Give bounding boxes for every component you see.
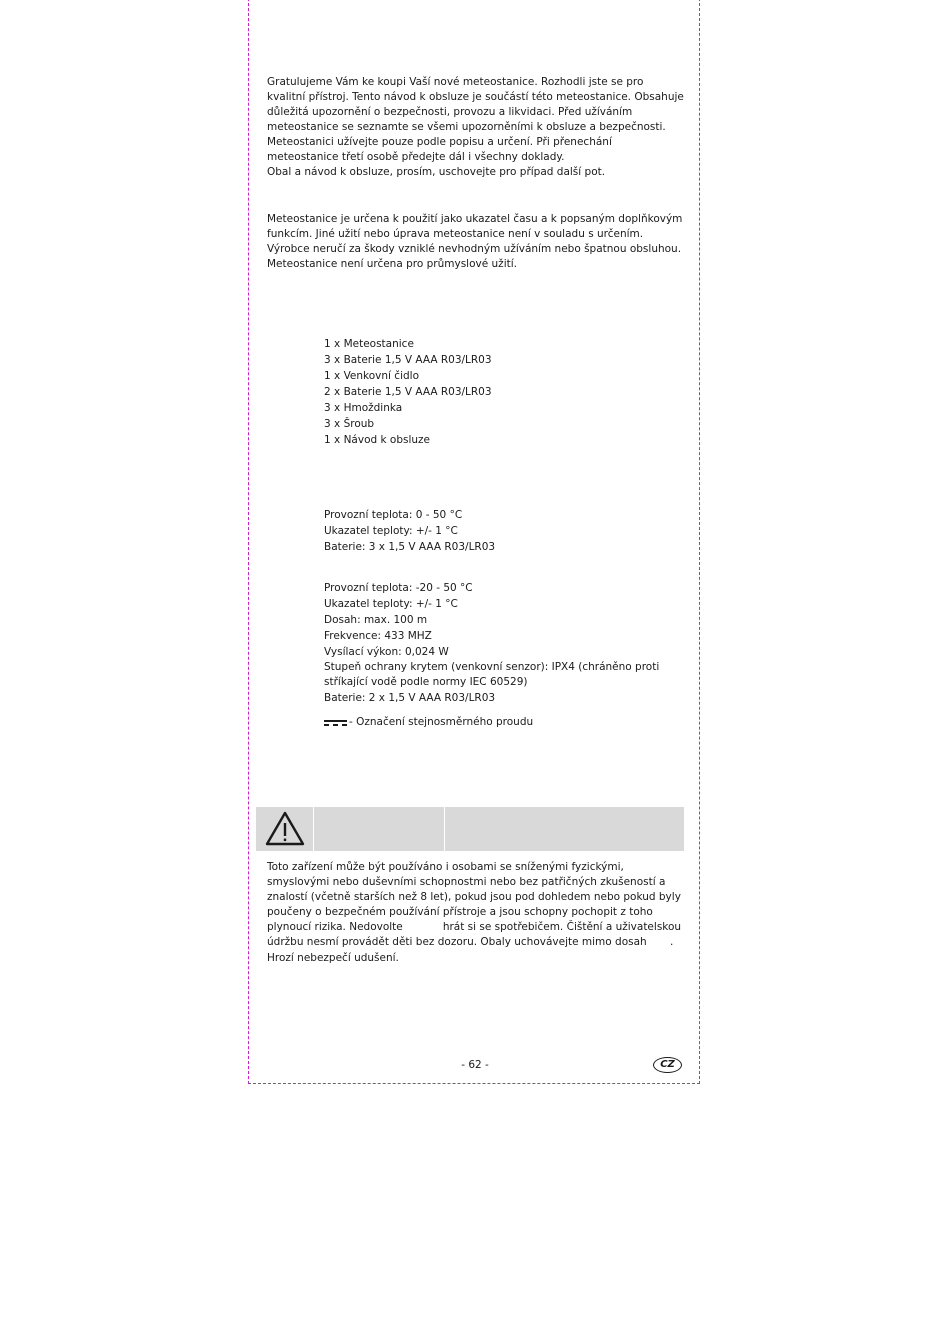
direct-current-icon <box>324 718 347 727</box>
sensor-specs-list <box>324 580 686 706</box>
list-item: Dosah: max. 100 m <box>324 614 428 626</box>
list-item: 2 x Baterie 1,5 V AAA R03/LR03 <box>324 386 492 398</box>
warning-paragraph: Toto zařízení může být používáno i osobami se sníženými fyzickými, smyslovými nebo duševními schopnostmi nebo bez patřičných zkušeností a znalostí (včetně starších než 8 let), pokud jsou pod dohledem nebo pokud byly poučeny o bezpečném používání přístroje a jsou schopny pochopit z toho plynoucí rizika. Nedovolte hrát si se spotřebičem. Čištění a uživatelskou údržbu nesmí provádět děti bez dozoru. Obaly uchovávejte mimo dosah . Hrozí nebezpečí udušení. <box>267 861 685 964</box>
list-item: Vysílací výkon: 0,024 W <box>324 646 449 658</box>
list-item: Frekvence: 433 MHZ <box>324 630 432 642</box>
list-item: Ukazatel teploty: +/- 1 °C <box>324 598 458 610</box>
intended-use-paragraph: Meteostanice je určena k použití jako ukazatel času a k popsaným doplňkovým funkcím. Jiné užití nebo úprava meteostanice není v souladu s určením. Výrobce neručí za škody vzniklé nevhodným užíváním nebo špatnou obsluhou. Meteostanice není určena pro průmyslové užití. <box>267 213 683 271</box>
list-item: 1 x Venkovní čidlo <box>324 370 420 382</box>
package-contents-list <box>324 336 686 448</box>
intro-paragraph: Gratulujeme Vám ke koupi Vaší nové meteostanice. Rozhodli jste se pro kvalitní přístroj. Tento návod k obsluze je součástí této meteostanice. Obsahuje důležitá upozornění o bezpečnosti, provozu a likvidaci. Před užíváním meteostanice se seznamte se všemi upozorněními k obsluze a bezpečnosti. Meteostanici užívejte pouze podle popisu a určení. Při přenechání meteostanice třetí osobě předejte dál i všechny doklady. <box>267 76 684 164</box>
list-item: Baterie: 3 x 1,5 V AAA R03/LR03 <box>324 541 496 553</box>
list-item: 3 x Baterie 1,5 V AAA R03/LR03 <box>324 354 492 366</box>
dc-symbol-note <box>324 715 533 730</box>
warning-triangle-icon <box>265 811 305 847</box>
dc-symbol-label: - Označení stejnosměrného proudu <box>349 716 534 728</box>
list-item: 1 x Meteostanice <box>324 338 414 350</box>
list-item: Ukazatel teploty: +/- 1 °C <box>324 525 458 537</box>
page-number: - 62 - <box>461 1059 489 1071</box>
list-item: Baterie: 2 x 1,5 V AAA R03/LR03 <box>324 692 496 704</box>
list-item: 1 x Návod k obsluze <box>324 434 431 446</box>
warning-title-cell <box>314 807 445 851</box>
station-specs-list <box>324 507 686 555</box>
warning-subtitle-cell <box>445 807 684 851</box>
list-item: Provozní teplota: 0 - 50 °C <box>324 509 463 521</box>
intro-keep-note: Obal a návod k obsluze, prosím, uschovejte pro případ další pot. <box>267 166 606 178</box>
list-item: Provozní teplota: -20 - 50 °C <box>324 582 473 594</box>
language-badge: CZ <box>653 1057 682 1073</box>
list-item: 3 x Šroub <box>324 418 375 430</box>
list-item: 3 x Hmoždinka <box>324 402 403 414</box>
list-item: Stupeň ochrany krytem (venkovní senzor): IPX4 (chráněno proti stříkající vodě podle normy IEC 60529) <box>324 661 660 688</box>
warning-header-bar <box>256 807 684 851</box>
warning-icon-cell <box>256 807 314 851</box>
